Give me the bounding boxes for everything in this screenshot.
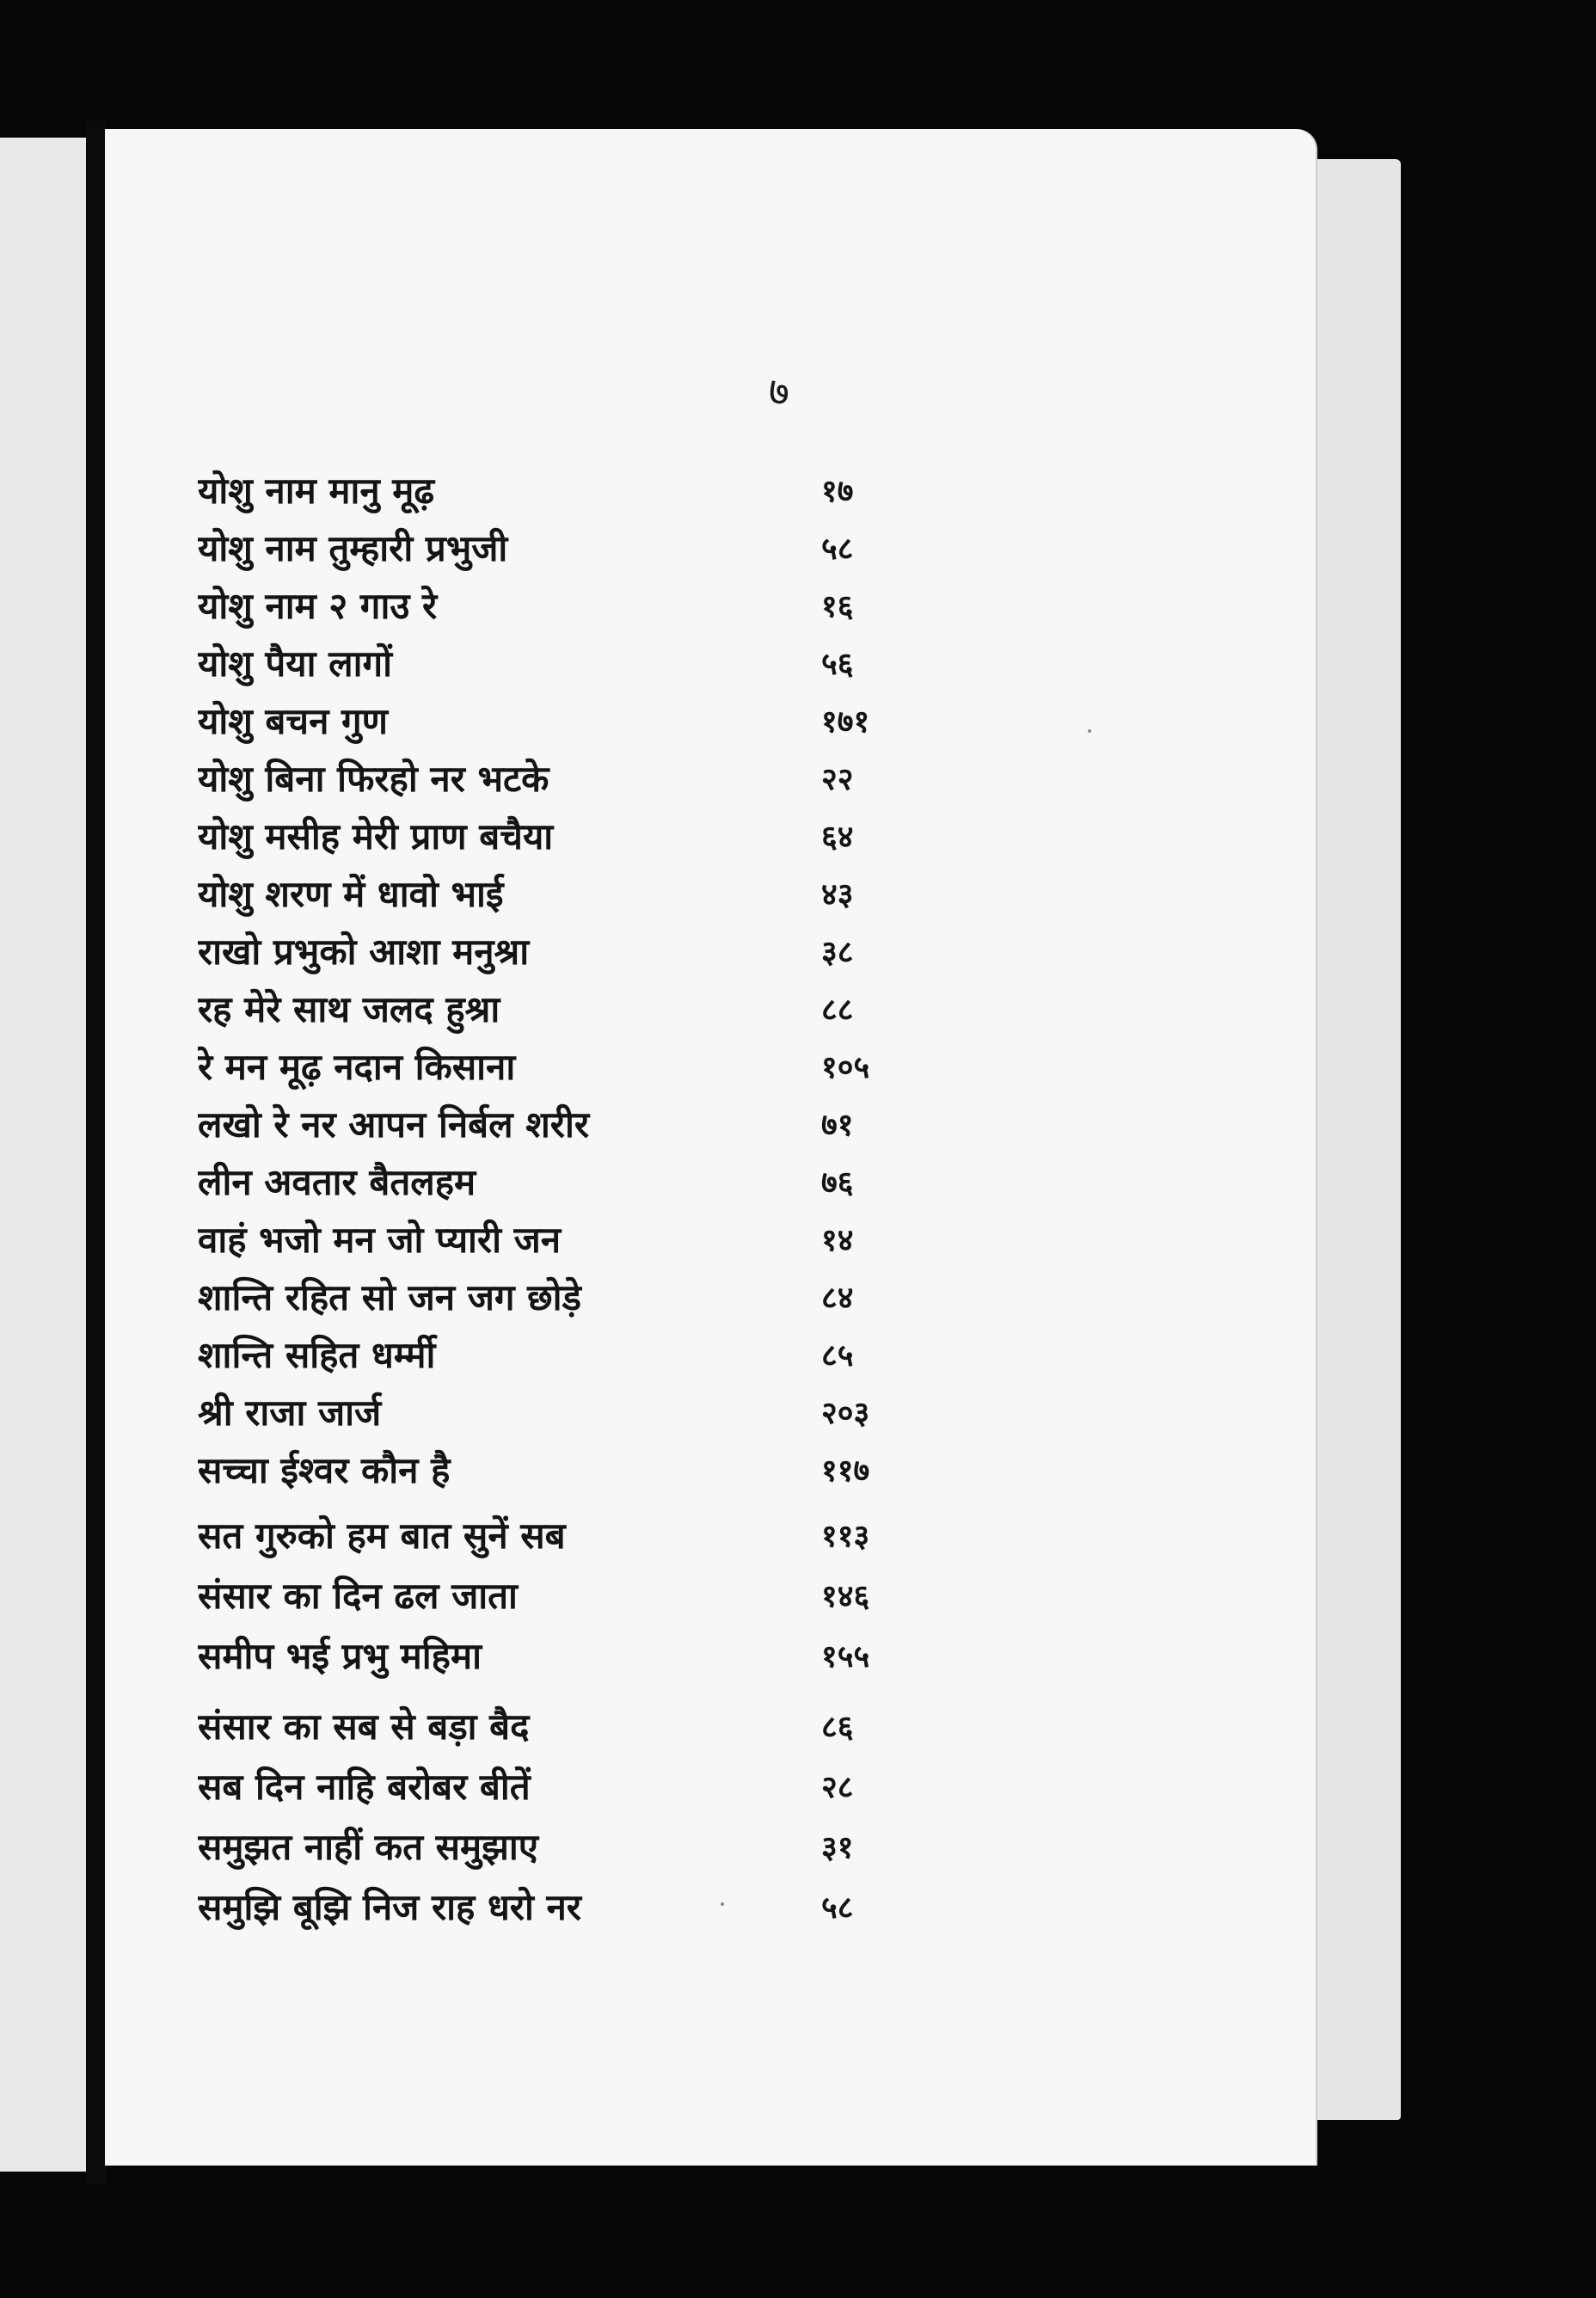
- left-page-edge: [0, 138, 86, 2172]
- entry-page-number: ११३: [821, 1518, 870, 1554]
- index-row: [198, 1041, 955, 1094]
- index-row: [198, 1444, 955, 1497]
- entry-title: रे मन मूढ़ नदान किसाना: [198, 1046, 516, 1088]
- entry-page-number: ३१: [821, 1829, 854, 1865]
- entry-title: सब दिन नाहि बरोबर बीतें: [198, 1766, 531, 1808]
- index-row: [198, 1881, 955, 1934]
- entry-title: सच्चा ईश्वर कौन है: [198, 1449, 451, 1491]
- entry-page-number: ८८: [821, 992, 854, 1028]
- index-row: [198, 464, 955, 518]
- entry-page-number: ४३: [821, 876, 854, 912]
- entry-title: रह मेरे साथ जलद हुश्रा: [198, 988, 500, 1030]
- entry-page-number: १०५: [821, 1049, 870, 1085]
- entry-title: लखो रे नर आपन निर्बल शरीर: [198, 1103, 590, 1146]
- index-row: [198, 1329, 955, 1382]
- entry-title: संसार का दिन ढल जाता: [198, 1575, 518, 1617]
- back-page-edge: [1311, 159, 1401, 2120]
- page-number: ७: [769, 368, 789, 415]
- entry-title: योशु शरण में धावो भाई: [198, 873, 504, 915]
- index-row: [198, 1386, 955, 1440]
- entry-title: समुझत नाहीं कत समुझाए: [198, 1826, 538, 1868]
- index-row: [198, 1214, 955, 1267]
- index-row: [198, 1700, 955, 1754]
- entry-title: शान्ति सहित धर्म्मी: [198, 1334, 436, 1376]
- index-row: [198, 695, 955, 748]
- entry-title: श्री राजा जार्ज: [198, 1392, 382, 1434]
- index-row: [198, 522, 955, 575]
- entry-title: संसार का सब से बड़ा बैद: [198, 1705, 530, 1748]
- index-row: [198, 983, 955, 1036]
- entry-title: वाहं भजो मन जो प्यारी जन: [198, 1219, 562, 1261]
- entry-page-number: १५५: [821, 1638, 870, 1674]
- entry-page-number: २२: [821, 761, 854, 797]
- entry-title: योशु नाम २ गाउ रे: [198, 585, 438, 627]
- entry-page-number: १६: [821, 588, 854, 624]
- entry-page-number: १४६: [821, 1578, 870, 1614]
- entry-title: योशु पैया लागों: [198, 642, 393, 685]
- index-row: [198, 1509, 955, 1563]
- entry-page-number: २८: [821, 1769, 854, 1805]
- index-row: [198, 580, 955, 633]
- entry-title: शान्ति रहित सो जन जग छोड़े: [198, 1276, 581, 1318]
- entry-title: लीन अवतार बैतलहम: [198, 1161, 476, 1203]
- entry-page-number: ५६: [821, 646, 854, 682]
- entry-page-number: ७६: [821, 1164, 854, 1201]
- entry-page-number: ८५: [821, 1337, 854, 1373]
- dust-speck: [721, 1902, 724, 1906]
- index-row: [198, 925, 955, 979]
- entry-title: सत गुरुको हम बात सुनें सब: [198, 1515, 566, 1557]
- index-row: [198, 1630, 955, 1683]
- entry-title: योशु बिना फिरहो नर भटके: [198, 758, 549, 800]
- entry-page-number: १७१: [821, 704, 870, 740]
- entry-title: समीप भई प्रभु महिमा: [198, 1635, 482, 1677]
- entry-page-number: ११७: [821, 1453, 870, 1489]
- index-row: [198, 1760, 955, 1814]
- entry-title: राखो प्रभुको आशा मनुश्रा: [198, 931, 530, 973]
- entry-page-number: ६४: [821, 819, 854, 855]
- entry-page-number: ७१: [821, 1107, 854, 1143]
- entry-page-number: ३८: [821, 934, 854, 970]
- index-row: [198, 868, 955, 921]
- entry-page-number: १७: [821, 473, 854, 509]
- entry-page-number: ५८: [821, 1889, 854, 1926]
- entry-page-number: ५८: [821, 531, 854, 567]
- index-row: [198, 637, 955, 691]
- entry-title: योशु मसीह मेरी प्राण बचैया: [198, 815, 554, 857]
- entry-title: योशु नाम मानु मूढ़: [198, 470, 435, 512]
- entry-title: योशु नाम तुम्हारी प्रभुजी: [198, 527, 508, 569]
- index-row: [198, 1156, 955, 1209]
- entry-title: योशु बचन गुण: [198, 700, 389, 742]
- index-row: [198, 753, 955, 806]
- entry-page-number: २०३: [821, 1395, 870, 1431]
- entry-page-number: १४: [821, 1222, 854, 1258]
- index-row: [198, 1570, 955, 1623]
- entry-title: समुझि बूझि निज राह धरो नर: [198, 1886, 581, 1928]
- book-gutter: [86, 120, 107, 2184]
- dust-speck: [1088, 729, 1091, 733]
- entry-page-number: ८४: [821, 1280, 854, 1316]
- index-row: [198, 1098, 955, 1152]
- index-row: [198, 1821, 955, 1874]
- index-row: [198, 810, 955, 863]
- index-row: [198, 1271, 955, 1324]
- entry-page-number: ८६: [821, 1709, 854, 1745]
